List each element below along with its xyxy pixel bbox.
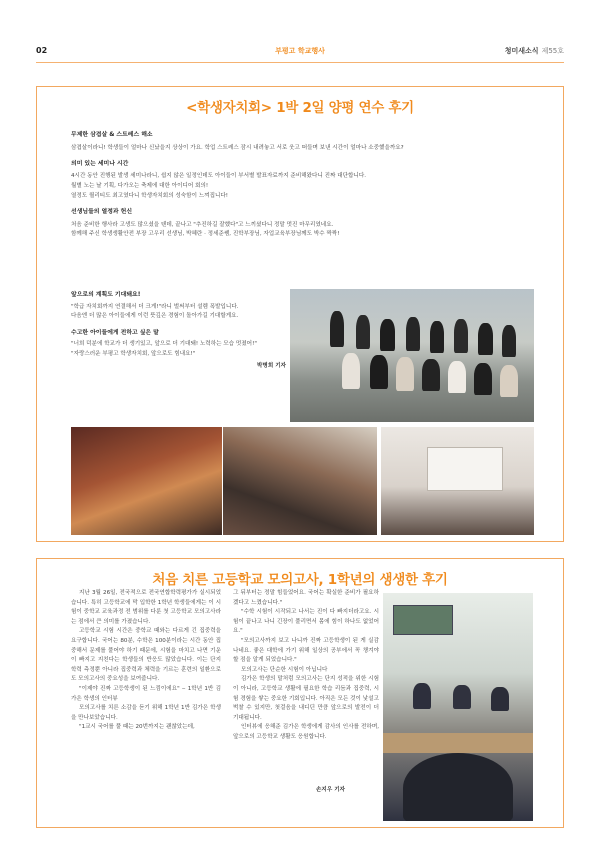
- subheading: 선생님들의 열정과 헌신: [71, 208, 133, 215]
- article-student-council: [36, 86, 564, 542]
- reporter-byline: 손지우 기자: [316, 787, 345, 793]
- article-mock-exam: [36, 558, 564, 828]
- paragraph: 처음 준비한 행사라 고생도 많으셨을 텐데, 끝나고 "추진하길 잘했다"고 느끼셨다니 정말 멋진 마무리였네요. 함께해 주신 학생생활안전 부장 고우리 선생님, 박혜란 · 정세준쌤, 진학부장님, 자업교육부장님께도 박수 짝짝!: [71, 221, 340, 238]
- paragraph: 모의고사는 단순한 시험이 아닙니다: [241, 666, 328, 673]
- section-name: 학교행사: [297, 47, 325, 55]
- subheading: 의미 있는 세미나 시간: [71, 160, 129, 167]
- header-divider: [36, 62, 564, 63]
- paragraph: 김가은 학생의 말처럼 모의고사는 단지 성적을 위한 시험이 아니라, 고등학교 생활에 필요한 학습 리듬과 집중력, 시험 경험을 쌓는 중요한 기회입니다. 아직은 모든 것이 낯설고 벅찰 수 있지만, 첫걸음을 내디딘 만큼 앞으로의 발전이 더 기대됩니다.: [233, 676, 379, 721]
- classroom-photo: [383, 593, 533, 821]
- paragraph: "수학 시험이 시작되고 나서는 진이 다 빠지더라고요. 시험이 끝나고 나니 긴장이 풀리면서 몸에 힘이 하나도 없었어요.": [233, 609, 379, 635]
- article-body-top: [71, 131, 541, 240]
- paragraph: "모의고사까지 보고 나니까 진짜 고등학생이 된 게 실감나네요. 좋은 대학에 가기 위해 일상의 공부에서 꼭 챙겨야 할 점을 알게 되었습니다.": [233, 637, 379, 664]
- article-title: 처음 치른 고등학교 모의고사, 1학년의 생생한 후기: [152, 572, 448, 588]
- projector-screen: [427, 447, 503, 491]
- paragraph: "너희 덕분에 학교가 더 생기있고, 앞으로 더 기대돼! 노력하는 모습 멋졌어!" "자랑스러운 부평고 학생자치회, 앞으로도 힘내요!": [71, 341, 257, 357]
- column-left: [71, 589, 221, 733]
- subheading: 무제한 삼겹살 & 스트레스 해소: [71, 132, 153, 138]
- photo-bbq-dinner: [71, 427, 222, 535]
- paragraph: "학급 자치회까지 연결해서 더 크게!"라니 벌써부터 설렘 폭발입니다. 다음엔 더 많은 아이들에게 이런 뜻깊은 경험이 돌아가길 기대할게요.: [71, 303, 239, 320]
- photo-bbq-grill: [223, 427, 377, 535]
- reporter-byline: 박병희 기자: [257, 362, 286, 369]
- column-middle: [233, 589, 379, 743]
- group-photo: [290, 289, 534, 422]
- paragraph: 그 뒤부터는 정말 힘들었어요. 국어는 확실한 준비가 필요하겠다고 느꼈습니다.": [233, 590, 379, 606]
- section-label: [36, 46, 564, 56]
- paragraph: 고등학교 시험 시간은 중학교 때와는 다르게 긴 집중력을 요구합니다. 국어는 80분, 수학은 100분이라는 시간 동안 집중해서 문제를 풀어야 하기 때문에, 시험을 마치고 나면 기운이 빠지고 지친다는 학생들의 반응도 많았습니다. 이는 단지 학력 측정뿐 아니라 집중력과 체력을 기르는 훈련의 일환으로도 모의고사의 중요성을 보여줍니다.: [71, 628, 221, 683]
- article-body-side: [71, 291, 286, 371]
- issue-number: 제55호: [541, 47, 564, 55]
- paragraph: "이제야 진짜 고등학생이 된 느낌이에요" ‒ 1학년 1반 김가은 학생의 인터뷰: [71, 685, 221, 702]
- publication-name: [505, 46, 564, 56]
- publication-title: 청미새소식: [504, 47, 539, 55]
- paragraph: 삼겹살이라니! 학생들이 얼마나 신났을지 상상이 가요. 학업 스트레스 잠시 내려놓고 서로 웃고 떠들며 보낸 시간이 얼마나 소중했을까요?: [71, 144, 404, 151]
- paragraph: "1교시 국어를 풀 때는 20번까지는 괜찮았는데,: [79, 724, 195, 731]
- paragraph: 4시간 동안 진행된 발생 세미나라니, 쉽지 않은 일정인데도 아이들이 부서별 발표자료까지 준비해왔다니 진짜 대단합니다. 월별 노는 날 기획, 다가오는 축제에 대한 아이디어 회의! 열정도 퀄리티도 최고였다니 학생자치회의 성숙함이 느껴집니다!: [71, 173, 367, 199]
- page-header: [36, 46, 564, 60]
- paragraph: 지난 3월 26일, 전국적으로 전국연합학력평가가 실시되었습니다. 특히 고등학교에 막 입학한 1학년 학생들에게는 이 시험이 중학교 교육과정 전 범위를 다룬 첫 고등학교 모의고사라는 점에서 큰 의미를 가졌습니다.: [71, 590, 221, 625]
- photo-seminar: [381, 427, 534, 535]
- section-prefix: 부평고: [275, 47, 296, 55]
- article-title: <학생자치회> 1박 2일 양평 연수 후기: [186, 100, 414, 116]
- subheading: 앞으로의 계획도 기대돼요!: [71, 292, 141, 298]
- paragraph: 인터뷰에 응해준 김가은 학생에게 감사의 인사를 전하며, 앞으로의 고등학교 생활도 응원합니다.: [233, 724, 379, 740]
- subheading: 수고한 아이들에게 전하고 싶은 말: [71, 329, 159, 336]
- paragraph: 모의고사를 치른 소감을 듣기 위해 1학년 1반 김가은 학생을 만나보았습니다.: [71, 705, 221, 721]
- page-number: 02: [36, 46, 48, 55]
